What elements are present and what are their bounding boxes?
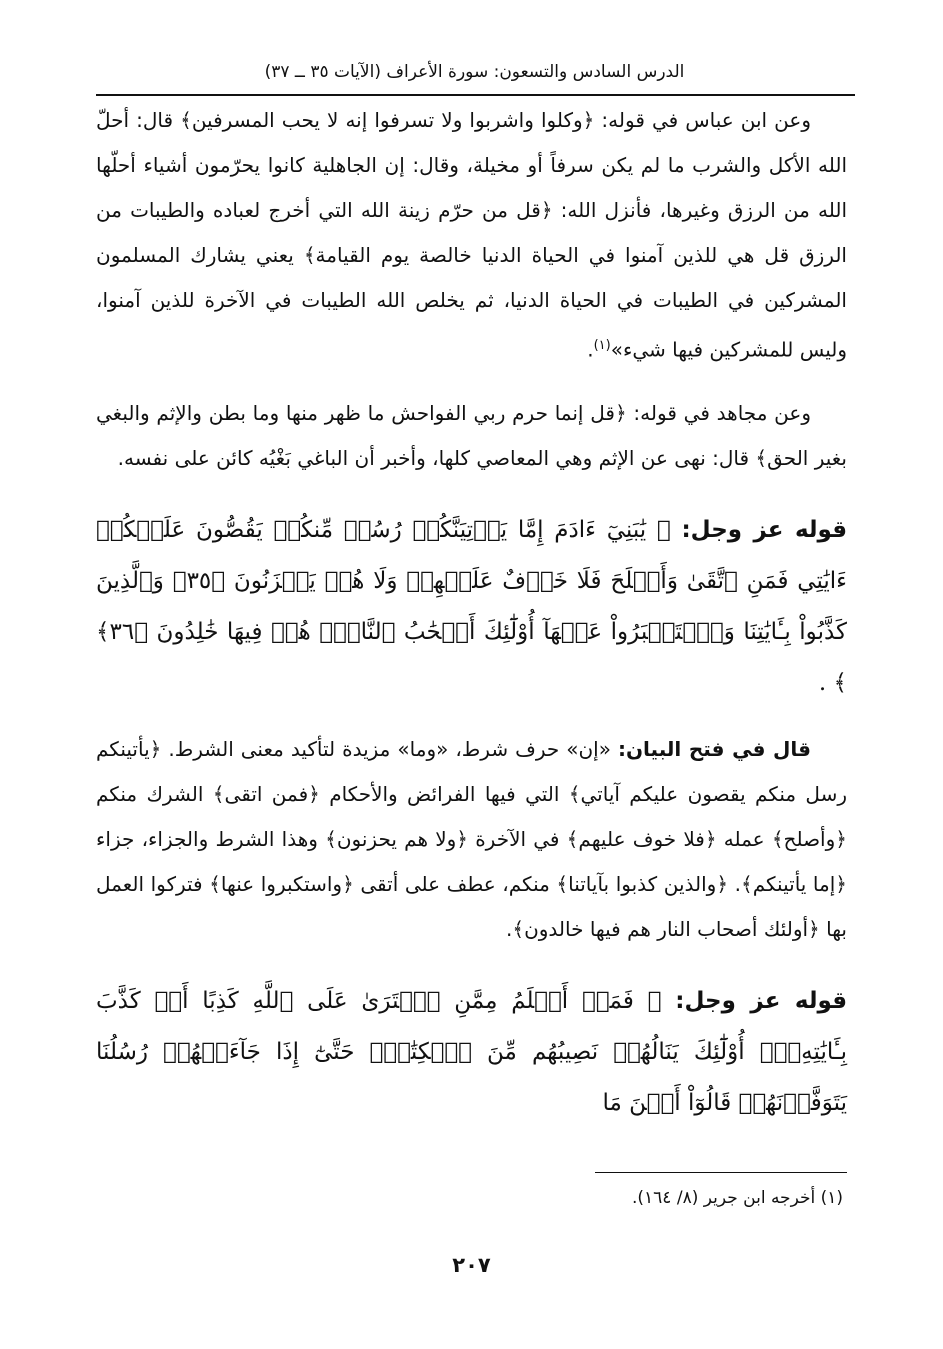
- verse-block-37: [96, 976, 847, 1129]
- verse-text-35-36: ﴿ يَٰبَنِيٓ ءَادَمَ إِمَّا يَأۡتِيَنَّكُمۡ رُسُلٞ مِّنكُمۡ يَقُصُّونَ عَلَيۡكُمۡ ءَايَٰتِي فَمَنِ ٱتَّقَىٰ وَأَصۡلَحَ فَلَا خَوۡفٌ عَلَيۡهِمۡ وَلَا هُمۡ يَحۡزَنُونَ ﴿٣٥﴾ وَٱلَّذِينَ كَذَّبُواْ بِـَٔايَٰتِنَا وَٱسۡتَكۡبَرُواْ عَنۡهَآ أُوْلَٰٓئِكَ أَصۡحَٰبُ ٱلنَّارِۖ هُمۡ فِيهَا خَٰلِدُونَ ﴿٣٦﴾ ﴾ .: [96, 516, 847, 696]
- page-body: [96, 98, 847, 1129]
- footnote-divider: [595, 1172, 847, 1173]
- footnote-reference: (١): [593, 338, 611, 353]
- paragraph-fath-albayan: [96, 727, 847, 952]
- paragraph-ibn-abbas-end: .: [587, 337, 594, 362]
- page-number: ٢٠٧: [452, 1253, 491, 1277]
- verse-lead-label: قوله عز وجل:: [681, 516, 848, 543]
- paragraph-ibn-abbas: [96, 98, 847, 373]
- verse-lead-label-2: قوله عز وجل:: [675, 987, 847, 1014]
- verse-block-35-36: [96, 505, 847, 709]
- paragraph-mujahid: وعن مجاهد في قوله: ﴿قل إنما حرم ربي الفواحش ما ظهر منها وما بطن والإثم والبغي بغير الحق﴾ قال: نهى عن الإثم وهي المعاصي كلها، وأخبر أن الباغي بَغْيُه كائن على نفسه.: [96, 400, 847, 470]
- paragraph-ibn-abbas-text: وعن ابن عباس في قوله: ﴿وكلوا واشربوا ولا تسرفوا إنه لا يحب المسرفين﴾ قال: أحلّ الله الأكل والشرب ما لم يكن سرفاً أو مخيلة، وقال: إن الجاهلية كانوا يحرّمون أشياء أحلّها الله من الرزق وغيرها، فأنزل الله: ﴿قل من حرّم زينة الله التي أخرج لعباده والطيبات من الرزق قل هي للذين آمنوا في الحياة الدنيا خالصة يوم القيامة﴾ يعني يشارك المسلمون المشركين في الطيبات في الحياة الدنيا، ثم يخلص الله الطيبات في الآخرة للذين آمنوا، وليس للمشركين فيها شيء»: [96, 108, 847, 362]
- running-header: الدرس السادس والتسعون: سورة الأعراف (الآيات ٣٥ ــ ٣٧): [264, 62, 685, 82]
- header-divider: [96, 94, 855, 96]
- verse-text-37: ﴿ فَمَنۡ أَظۡلَمُ مِمَّنِ ٱفۡتَرَىٰ عَلَى ٱللَّهِ كَذِبًا أَوۡ كَذَّبَ بِـَٔايَٰتِهِۦٓۚ أُوْلَٰٓئِكَ يَنَالُهُمۡ نَصِيبُهُم مِّنَ ٱلۡكِتَٰبِۖ حَتَّىٰٓ إِذَا جَآءَتۡهُمۡ رُسُلُنَا يَتَوَفَّوۡنَهُمۡ قَالُوٓاْ أَيۡنَ مَا: [96, 987, 847, 1116]
- footnote: (١) أخرجه ابن جرير (٨/ ١٦٤).: [631, 1188, 843, 1208]
- fath-albayan-lead: قال في فتح البيان:: [617, 736, 812, 761]
- fath-albayan-text: «إن» حرف شرط، «وما» مزيدة لتأكيد معنى الشرط. ﴿يأتينكم رسل منكم يقصون عليكم آياتي﴾ التي فيها الفرائض والأحكام ﴿فمن اتقى﴾ الشرك منكم ﴿وأصلح﴾ عمله ﴿فلا خوف عليهم﴾ في الآخرة ﴿ولا هم يحزنون﴾ وهذا الشرط والجزاء، جزاء ﴿إما يأتينكم﴾. ﴿والذين كذبوا بآياتنا﴾ منكم، عطف على أتقى ﴿واستكبروا عنها﴾ فتركوا العمل بها ﴿أولئك أصحاب النار هم فيها خالدون﴾.: [96, 736, 847, 941]
